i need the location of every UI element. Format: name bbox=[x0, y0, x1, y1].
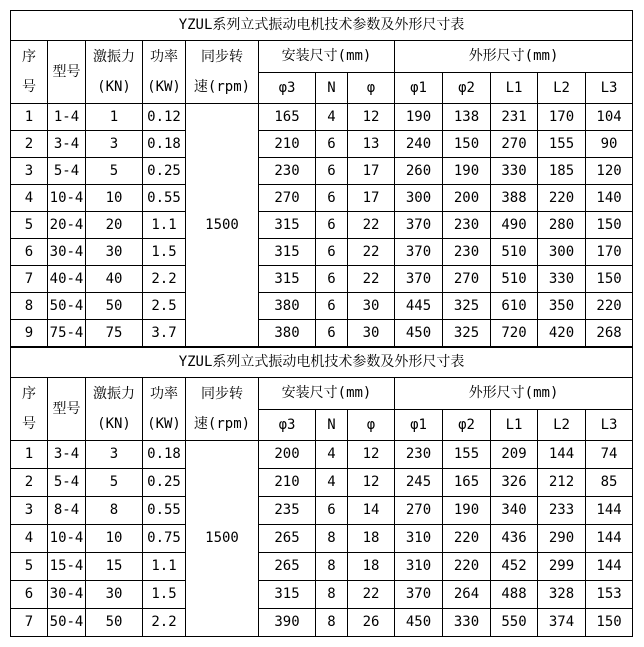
column-header-l3: L3 bbox=[586, 73, 633, 104]
table-row bbox=[11, 293, 633, 320]
column-header-seq-line: 号 bbox=[22, 79, 36, 95]
table-cell: 40-4 bbox=[48, 266, 86, 293]
table-cell: 380 bbox=[259, 293, 316, 320]
table-cell: 150 bbox=[586, 212, 633, 239]
table-cell: 2 bbox=[11, 469, 48, 497]
table-row bbox=[11, 497, 633, 525]
table-cell: 3-4 bbox=[48, 441, 86, 469]
table-cell: 4 bbox=[316, 469, 348, 497]
table-row bbox=[11, 469, 633, 497]
table-cell: 210 bbox=[259, 131, 316, 158]
table-cell: 0.18 bbox=[143, 441, 186, 469]
table-row bbox=[11, 104, 633, 131]
table-cell: 150 bbox=[586, 609, 633, 637]
table-cell: 50 bbox=[86, 293, 143, 320]
table-cell: 1.1 bbox=[143, 553, 186, 581]
table-cell: 150 bbox=[443, 131, 491, 158]
table-row bbox=[11, 212, 633, 239]
column-header-sync-speed-line: 同步转 bbox=[201, 49, 243, 65]
table-cell: 144 bbox=[586, 497, 633, 525]
table-cell: 40 bbox=[86, 266, 143, 293]
column-header-excitation-force-line: (KN) bbox=[97, 79, 131, 95]
table-cell: 74 bbox=[586, 441, 633, 469]
spec-tables-container bbox=[10, 10, 633, 637]
table-cell: 510 bbox=[491, 266, 538, 293]
column-header-phi1: φ1 bbox=[395, 73, 443, 104]
table-cell: 315 bbox=[259, 239, 316, 266]
table-cell: 235 bbox=[259, 497, 316, 525]
table-cell: 2.5 bbox=[143, 293, 186, 320]
table-cell: 3 bbox=[11, 497, 48, 525]
table-cell: 3 bbox=[11, 158, 48, 185]
column-header-power-line: (KW) bbox=[147, 416, 181, 432]
table-cell: 4 bbox=[316, 104, 348, 131]
column-header-power-line: (KW) bbox=[147, 79, 181, 95]
table-row bbox=[11, 553, 633, 581]
table-cell: 1 bbox=[11, 104, 48, 131]
table-cell: 17 bbox=[348, 158, 395, 185]
table-cell: 5 bbox=[11, 553, 48, 581]
table-cell: 0.12 bbox=[143, 104, 186, 131]
table-cell: 18 bbox=[348, 553, 395, 581]
table-cell: 720 bbox=[491, 320, 538, 347]
table-cell: 510 bbox=[491, 239, 538, 266]
table-cell: 326 bbox=[491, 469, 538, 497]
table-cell: 8 bbox=[316, 609, 348, 637]
table-cell: 265 bbox=[259, 525, 316, 553]
table-cell: 155 bbox=[443, 441, 491, 469]
table-cell: 7 bbox=[11, 609, 48, 637]
table-cell: 5 bbox=[86, 469, 143, 497]
table-cell: 350 bbox=[538, 293, 586, 320]
sync-speed-value-cell: 1500 bbox=[186, 441, 259, 637]
table-cell: 388 bbox=[491, 185, 538, 212]
table-cell: 15-4 bbox=[48, 553, 86, 581]
column-header-phi1: φ1 bbox=[395, 410, 443, 441]
table-cell: 230 bbox=[395, 441, 443, 469]
table-cell: 50 bbox=[86, 609, 143, 637]
table-cell: 230 bbox=[443, 239, 491, 266]
table-cell: 6 bbox=[316, 497, 348, 525]
column-group-outline-dims: 外形尺寸(mm) bbox=[395, 378, 633, 410]
table-cell: 185 bbox=[538, 158, 586, 185]
column-header-phi2: φ2 bbox=[443, 410, 491, 441]
table-cell: 30 bbox=[348, 293, 395, 320]
table-cell: 4 bbox=[316, 441, 348, 469]
table-cell: 0.55 bbox=[143, 185, 186, 212]
table-cell: 436 bbox=[491, 525, 538, 553]
column-header-l1: L1 bbox=[491, 410, 538, 441]
column-group-install-dims: 安装尺寸(mm) bbox=[259, 378, 395, 410]
table-cell: 330 bbox=[443, 609, 491, 637]
table-cell: 5-4 bbox=[48, 158, 86, 185]
header-row-1 bbox=[11, 378, 633, 410]
column-header-n: N bbox=[316, 410, 348, 441]
table-cell: 200 bbox=[443, 185, 491, 212]
table-cell: 240 bbox=[395, 131, 443, 158]
table-cell: 200 bbox=[259, 441, 316, 469]
table-cell: 0.75 bbox=[143, 525, 186, 553]
column-header-excitation-force-line: 激振力 bbox=[93, 49, 135, 65]
table-cell: 310 bbox=[395, 525, 443, 553]
table-cell: 3-4 bbox=[48, 131, 86, 158]
table-cell: 165 bbox=[443, 469, 491, 497]
table-cell: 265 bbox=[259, 553, 316, 581]
table-cell: 120 bbox=[586, 158, 633, 185]
table-cell: 165 bbox=[259, 104, 316, 131]
table-cell: 268 bbox=[586, 320, 633, 347]
table-cell: 190 bbox=[443, 497, 491, 525]
table-cell: 1.1 bbox=[143, 212, 186, 239]
table-cell: 330 bbox=[491, 158, 538, 185]
column-header-n: N bbox=[316, 73, 348, 104]
table-cell: 1.5 bbox=[143, 239, 186, 266]
table-cell: 50-4 bbox=[48, 293, 86, 320]
table-cell: 138 bbox=[443, 104, 491, 131]
table-cell: 2 bbox=[11, 131, 48, 158]
column-header-sync-speed-line: 同步转 bbox=[201, 386, 243, 402]
table-cell: 2.2 bbox=[143, 609, 186, 637]
table-cell: 330 bbox=[538, 266, 586, 293]
table-cell: 390 bbox=[259, 609, 316, 637]
table-cell: 8 bbox=[86, 497, 143, 525]
table-row bbox=[11, 158, 633, 185]
column-header-l2: L2 bbox=[538, 73, 586, 104]
table-cell: 140 bbox=[586, 185, 633, 212]
table-cell: 420 bbox=[538, 320, 586, 347]
table-cell: 17 bbox=[348, 185, 395, 212]
table-cell: 380 bbox=[259, 320, 316, 347]
column-header-seq-line: 序 bbox=[22, 49, 36, 65]
table-cell: 12 bbox=[348, 469, 395, 497]
table-title-row bbox=[11, 11, 633, 41]
table-cell: 30 bbox=[86, 239, 143, 266]
table-cell: 13 bbox=[348, 131, 395, 158]
table-cell: 50-4 bbox=[48, 609, 86, 637]
table-cell: 299 bbox=[538, 553, 586, 581]
table-cell: 22 bbox=[348, 239, 395, 266]
table-cell: 22 bbox=[348, 212, 395, 239]
column-header-phi3: φ3 bbox=[259, 410, 316, 441]
table-cell: 260 bbox=[395, 158, 443, 185]
table-cell: 170 bbox=[586, 239, 633, 266]
table-cell: 6 bbox=[316, 266, 348, 293]
table-cell: 230 bbox=[259, 158, 316, 185]
table-cell: 220 bbox=[538, 185, 586, 212]
table-title-row bbox=[11, 348, 633, 378]
table-cell: 22 bbox=[348, 581, 395, 609]
header-row-1 bbox=[11, 41, 633, 73]
table-cell: 14 bbox=[348, 497, 395, 525]
table-cell: 150 bbox=[586, 266, 633, 293]
table-cell: 300 bbox=[538, 239, 586, 266]
table-row bbox=[11, 185, 633, 212]
column-header-power bbox=[143, 378, 186, 441]
table-cell: 0.25 bbox=[143, 469, 186, 497]
column-header-phi2: φ2 bbox=[443, 73, 491, 104]
table-row bbox=[11, 131, 633, 158]
table-cell: 488 bbox=[491, 581, 538, 609]
column-header-sync-speed-line: 速(rpm) bbox=[193, 79, 251, 95]
table-cell: 3.7 bbox=[143, 320, 186, 347]
table-cell: 12 bbox=[348, 441, 395, 469]
table-cell: 450 bbox=[395, 320, 443, 347]
table-cell: 144 bbox=[586, 525, 633, 553]
table-row bbox=[11, 581, 633, 609]
column-header-l3: L3 bbox=[586, 410, 633, 441]
table-cell: 85 bbox=[586, 469, 633, 497]
table-cell: 153 bbox=[586, 581, 633, 609]
column-header-sync-speed bbox=[186, 41, 259, 104]
table-cell: 315 bbox=[259, 266, 316, 293]
table-cell: 212 bbox=[538, 469, 586, 497]
column-header-l1: L1 bbox=[491, 73, 538, 104]
table-cell: 209 bbox=[491, 441, 538, 469]
column-header-excitation-force-line: 激振力 bbox=[93, 386, 135, 402]
table-cell: 26 bbox=[348, 609, 395, 637]
table-cell: 1 bbox=[11, 441, 48, 469]
table-cell: 30-4 bbox=[48, 239, 86, 266]
table-cell: 7 bbox=[11, 266, 48, 293]
table-cell: 2.2 bbox=[143, 266, 186, 293]
table-cell: 270 bbox=[491, 131, 538, 158]
table-cell: 280 bbox=[538, 212, 586, 239]
table-cell: 220 bbox=[443, 553, 491, 581]
table-cell: 220 bbox=[586, 293, 633, 320]
table-cell: 30 bbox=[86, 581, 143, 609]
column-header-power-line: 功率 bbox=[150, 49, 178, 65]
table-cell: 6 bbox=[316, 293, 348, 320]
table-cell: 6 bbox=[11, 239, 48, 266]
column-header-seq-line: 序 bbox=[22, 386, 36, 402]
table-cell: 20-4 bbox=[48, 212, 86, 239]
column-header-seq bbox=[11, 41, 48, 104]
column-group-outline-dims: 外形尺寸(mm) bbox=[395, 41, 633, 73]
table-cell: 450 bbox=[395, 609, 443, 637]
table-cell: 270 bbox=[443, 266, 491, 293]
column-header-phi3: φ3 bbox=[259, 73, 316, 104]
table-cell: 15 bbox=[86, 553, 143, 581]
spec-table-1 bbox=[10, 10, 633, 347]
table-title: YZUL系列立式振动电机技术参数及外形尺寸表 bbox=[11, 11, 633, 41]
column-header-power bbox=[143, 41, 186, 104]
table-cell: 75-4 bbox=[48, 320, 86, 347]
table-cell: 270 bbox=[395, 497, 443, 525]
table-cell: 8 bbox=[316, 525, 348, 553]
column-header-excitation-force bbox=[86, 378, 143, 441]
table-cell: 370 bbox=[395, 266, 443, 293]
table-cell: 18 bbox=[348, 525, 395, 553]
table-cell: 8 bbox=[316, 581, 348, 609]
table-row bbox=[11, 441, 633, 469]
table-row bbox=[11, 266, 633, 293]
table-cell: 5 bbox=[11, 212, 48, 239]
table-cell: 233 bbox=[538, 497, 586, 525]
table-row bbox=[11, 320, 633, 347]
table-cell: 1 bbox=[86, 104, 143, 131]
column-group-install-dims: 安装尺寸(mm) bbox=[259, 41, 395, 73]
table-cell: 490 bbox=[491, 212, 538, 239]
table-cell: 220 bbox=[443, 525, 491, 553]
table-cell: 340 bbox=[491, 497, 538, 525]
table-cell: 374 bbox=[538, 609, 586, 637]
table-cell: 8-4 bbox=[48, 497, 86, 525]
table-cell: 6 bbox=[316, 158, 348, 185]
table-cell: 155 bbox=[538, 131, 586, 158]
table-cell: 370 bbox=[395, 212, 443, 239]
table-cell: 4 bbox=[11, 185, 48, 212]
table-cell: 22 bbox=[348, 266, 395, 293]
table-cell: 30 bbox=[348, 320, 395, 347]
table-cell: 0.25 bbox=[143, 158, 186, 185]
table-cell: 325 bbox=[443, 293, 491, 320]
table-cell: 75 bbox=[86, 320, 143, 347]
column-header-model: 型号 bbox=[48, 378, 86, 441]
table-title: YZUL系列立式振动电机技术参数及外形尺寸表 bbox=[11, 348, 633, 378]
table-cell: 190 bbox=[443, 158, 491, 185]
table-cell: 370 bbox=[395, 239, 443, 266]
table-row bbox=[11, 609, 633, 637]
spec-table-2 bbox=[10, 347, 633, 637]
table-cell: 5-4 bbox=[48, 469, 86, 497]
table-cell: 144 bbox=[538, 441, 586, 469]
table-cell: 1.5 bbox=[143, 581, 186, 609]
table-cell: 231 bbox=[491, 104, 538, 131]
table-cell: 5 bbox=[86, 158, 143, 185]
table-cell: 290 bbox=[538, 525, 586, 553]
table-cell: 6 bbox=[316, 185, 348, 212]
table-cell: 310 bbox=[395, 553, 443, 581]
table-cell: 3 bbox=[86, 131, 143, 158]
table-row bbox=[11, 525, 633, 553]
table-cell: 328 bbox=[538, 581, 586, 609]
table-cell: 170 bbox=[538, 104, 586, 131]
table-cell: 9 bbox=[11, 320, 48, 347]
column-header-phi: φ bbox=[348, 410, 395, 441]
table-cell: 190 bbox=[395, 104, 443, 131]
table-cell: 300 bbox=[395, 185, 443, 212]
table-row bbox=[11, 239, 633, 266]
table-cell: 30-4 bbox=[48, 581, 86, 609]
table-cell: 10 bbox=[86, 185, 143, 212]
table-cell: 230 bbox=[443, 212, 491, 239]
table-cell: 10 bbox=[86, 525, 143, 553]
table-cell: 104 bbox=[586, 104, 633, 131]
column-header-excitation-force bbox=[86, 41, 143, 104]
table-cell: 1-4 bbox=[48, 104, 86, 131]
table-cell: 3 bbox=[86, 441, 143, 469]
table-cell: 6 bbox=[316, 212, 348, 239]
table-cell: 10-4 bbox=[48, 525, 86, 553]
table-cell: 20 bbox=[86, 212, 143, 239]
table-cell: 6 bbox=[11, 581, 48, 609]
table-cell: 8 bbox=[316, 553, 348, 581]
column-header-power-line: 功率 bbox=[150, 386, 178, 402]
table-cell: 245 bbox=[395, 469, 443, 497]
table-cell: 8 bbox=[11, 293, 48, 320]
table-cell: 6 bbox=[316, 320, 348, 347]
table-cell: 0.55 bbox=[143, 497, 186, 525]
table-cell: 610 bbox=[491, 293, 538, 320]
column-header-seq-line: 号 bbox=[22, 416, 36, 432]
table-cell: 315 bbox=[259, 581, 316, 609]
table-cell: 6 bbox=[316, 239, 348, 266]
column-header-excitation-force-line: (KN) bbox=[97, 416, 131, 432]
table-cell: 452 bbox=[491, 553, 538, 581]
table-cell: 210 bbox=[259, 469, 316, 497]
table-cell: 12 bbox=[348, 104, 395, 131]
table-cell: 264 bbox=[443, 581, 491, 609]
table-cell: 144 bbox=[586, 553, 633, 581]
table-cell: 6 bbox=[316, 131, 348, 158]
table-cell: 445 bbox=[395, 293, 443, 320]
column-header-model: 型号 bbox=[48, 41, 86, 104]
table-cell: 90 bbox=[586, 131, 633, 158]
table-cell: 270 bbox=[259, 185, 316, 212]
table-cell: 325 bbox=[443, 320, 491, 347]
table-cell: 315 bbox=[259, 212, 316, 239]
column-header-seq bbox=[11, 378, 48, 441]
table-cell: 370 bbox=[395, 581, 443, 609]
column-header-sync-speed-line: 速(rpm) bbox=[193, 416, 251, 432]
table-cell: 4 bbox=[11, 525, 48, 553]
table-cell: 0.18 bbox=[143, 131, 186, 158]
table-cell: 550 bbox=[491, 609, 538, 637]
column-header-l2: L2 bbox=[538, 410, 586, 441]
sync-speed-value-cell: 1500 bbox=[186, 104, 259, 347]
table-cell: 10-4 bbox=[48, 185, 86, 212]
column-header-phi: φ bbox=[348, 73, 395, 104]
column-header-sync-speed bbox=[186, 378, 259, 441]
